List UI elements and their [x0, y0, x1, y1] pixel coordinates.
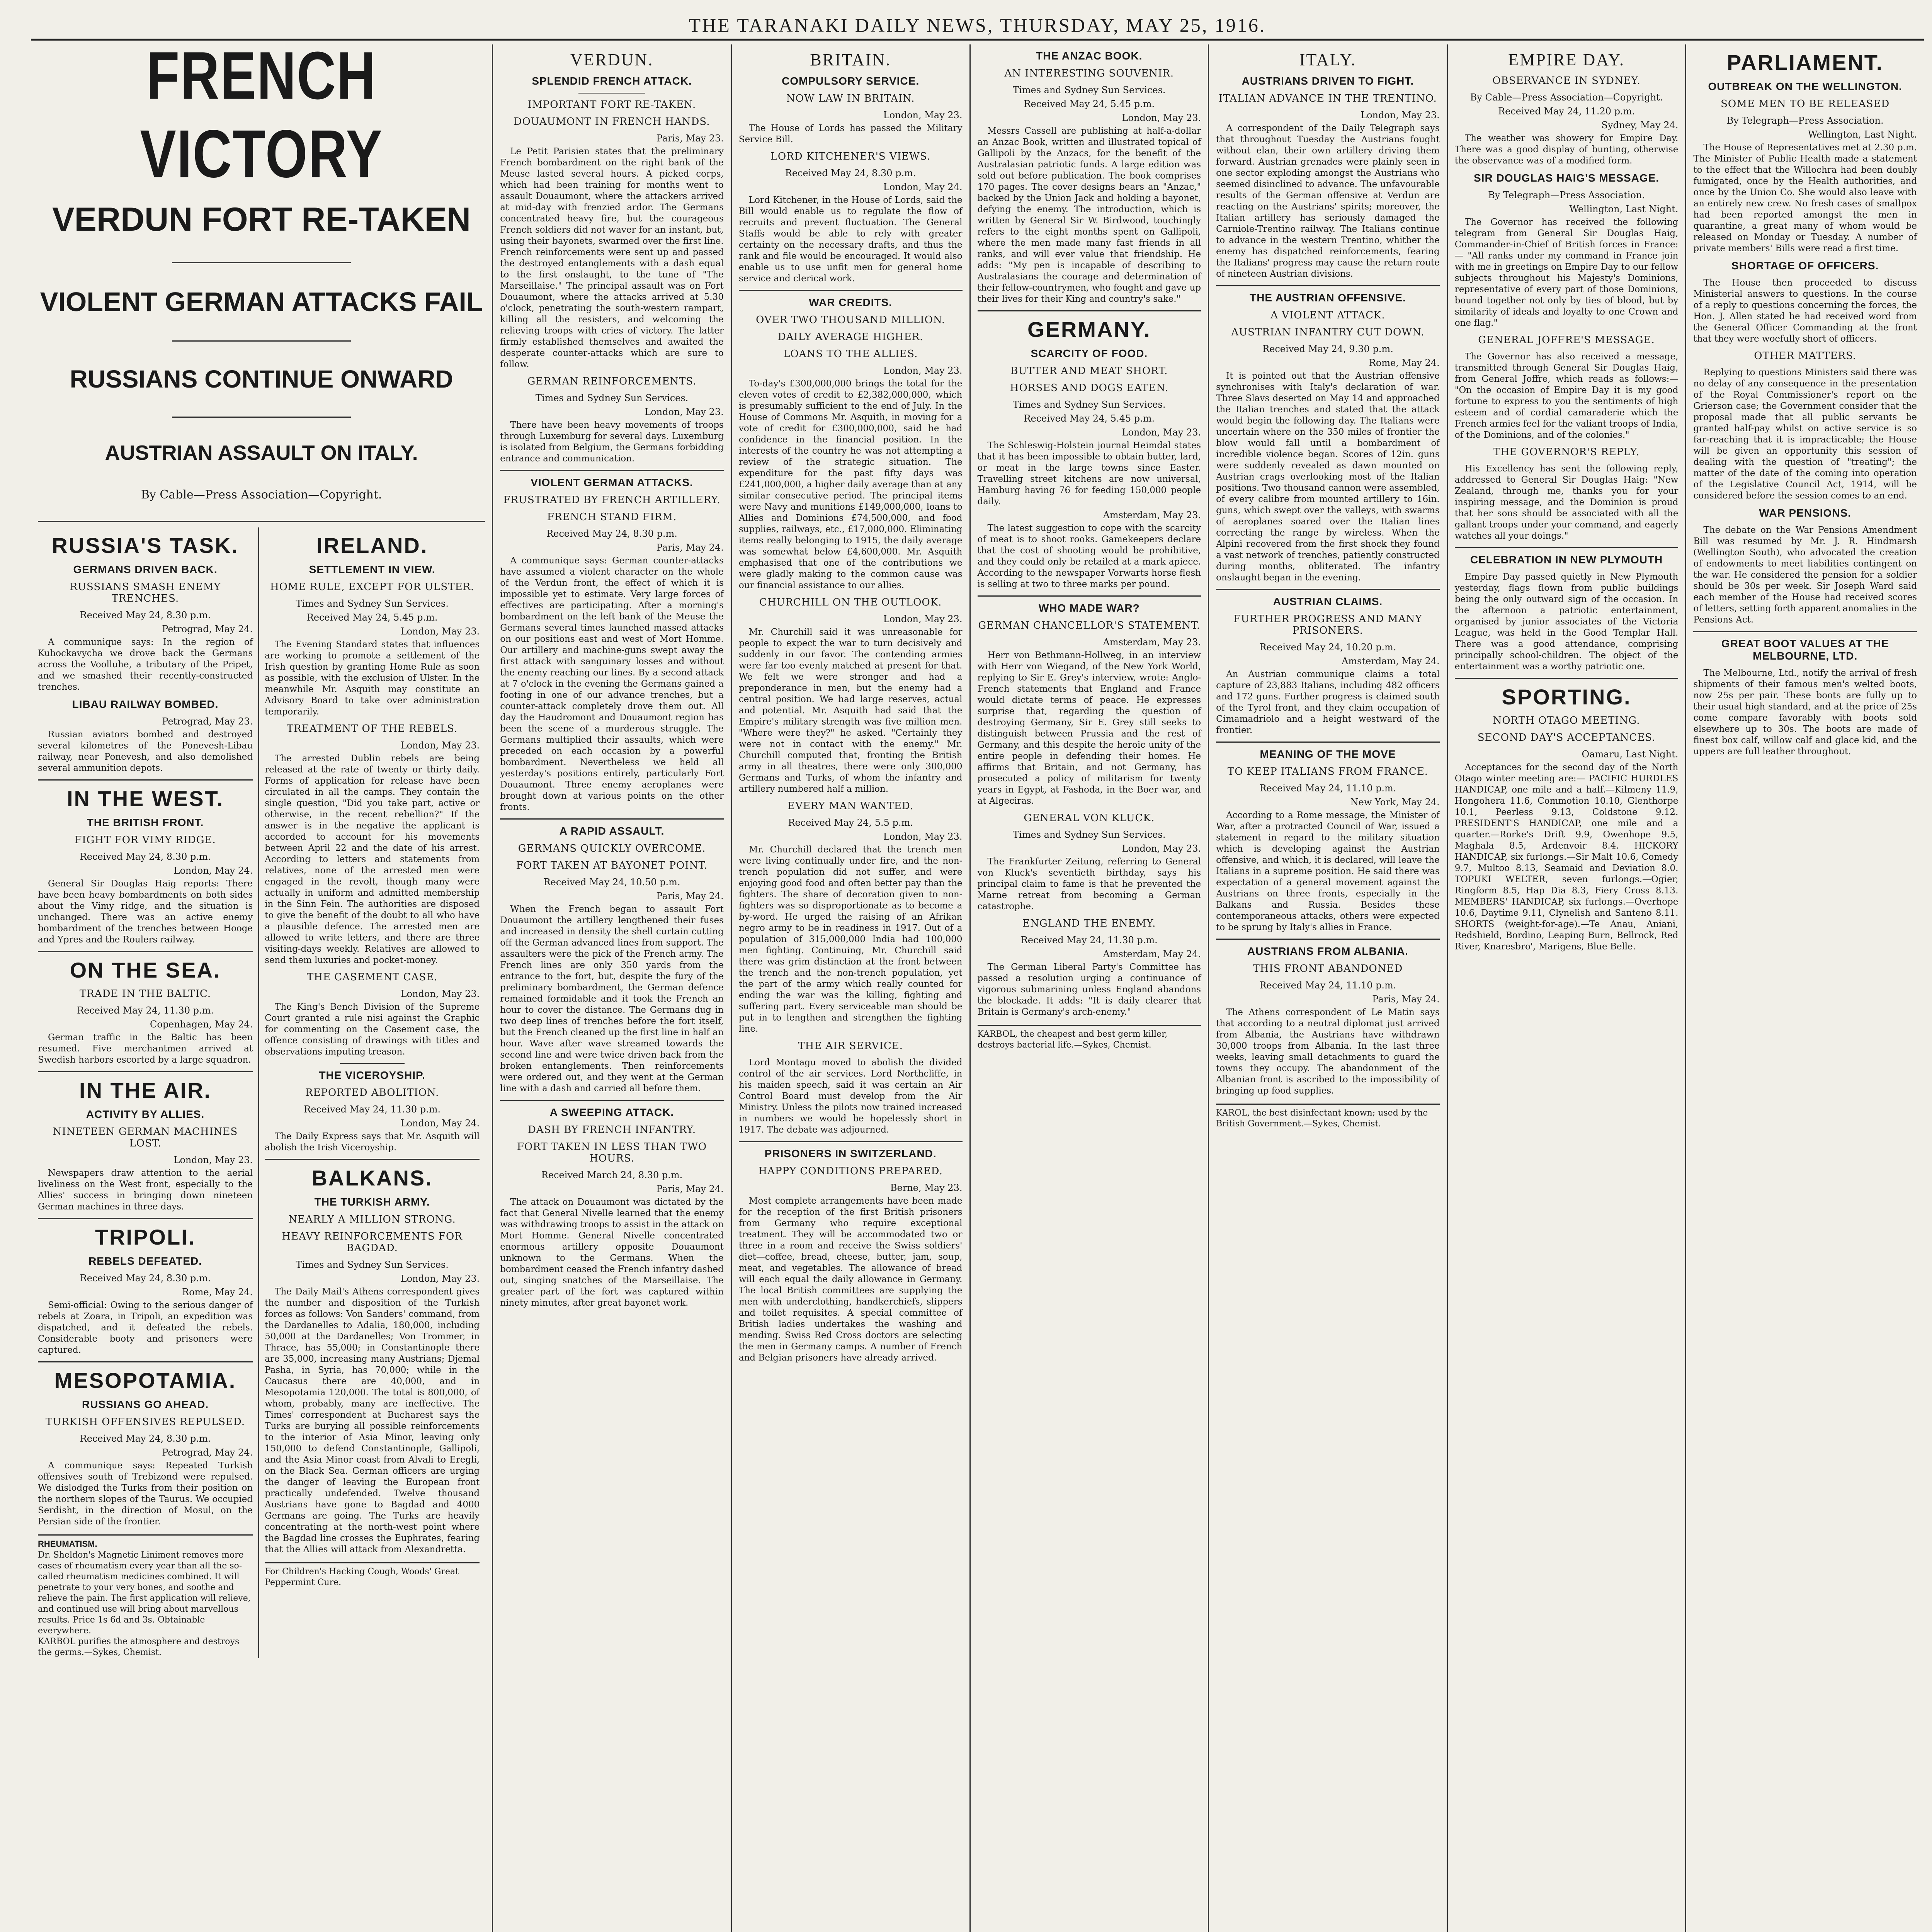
divider: [1216, 589, 1440, 590]
article-body: The Frankfurter Zeitung, referring to General von Kluck's seventieth birthday, says his principal claim to fame is that he prevented the Marne retreat from becoming a German catastrophe.: [977, 857, 1201, 912]
viceroy-sub: REPORTED ABOLITION.: [305, 1087, 439, 1099]
parliament-head: PARLIAMENT.: [1727, 50, 1884, 75]
airservice-head: THE AIR SERVICE.: [798, 1040, 903, 1052]
sweep-head: A SWEEPING ATTACK.: [549, 1106, 674, 1118]
dateline: Amsterdam, May 23.: [1103, 637, 1201, 648]
divider: [1455, 547, 1679, 548]
dateline: London, May 24.: [883, 182, 963, 192]
article-body: A communique says: German counter-attacks have assumed a violent character on the whole of the Verdun front, the effect of which it is impossible yet to estimate. Very large forces of effectives are participating. After a morning's bombardment on the left bank of the Meuse the Germans several times launched massed attacks on our positions east and west of Mort Homme. Our artillery and machine-guns swept away the first attack with sanguinary losses and without the enemy reaching our lines. By a second attack at 7 o'clock in the evening the Germans gained a footing in one of our advance trenches, but a counter-attack completely drove them out. All day the Haudromont and Douaumont region has been the scene of a murderous struggle. The Germans multiplied their assaults, which were preceded on each occasion by a powerful bombardment. Nevertheless we held all yesterday's positions entirely, particularly Fort Douaumont. Three enemy aeroplanes were brought down at various points on the other fronts.: [500, 556, 724, 812]
article-body: Russian aviators bombed and destroyed several kilometres of the Ponevesh-Libau railway, near Ponevesh, and also demolished several ammunition depots.: [38, 730, 253, 773]
received-line: Received May 24, 8.30 p.m.: [80, 1273, 211, 1284]
empire-head: EMPIRE DAY.: [1508, 50, 1625, 69]
italy-sub: AUSTRIANS DRIVEN TO FIGHT.: [1242, 75, 1414, 87]
article-body: The House then proceeded to discuss Ministerial answers to questions. In the course of a reply to questions concerning the forces, the Hon. J. Allen stated he had received word from the General Officer Commanding at the front that they were woefully short of officers.: [1693, 278, 1917, 344]
parliament-sub: OUTBREAK ON THE WELLINGTON.: [1708, 80, 1902, 92]
article-body: The latest suggestion to cope with the scarcity of meat is to shoot rooks. Gamekeepers declare that the cost of shooting would be prohibitive, and they could only be retailed at a mark apiece. According to the newspaper Vorwarts horse flesh is selling at two to three marks per pound.: [977, 523, 1201, 589]
article-body: A communique says: Repeated Turkish offensives south of Trebizond were repulsed. We dislodged the Turks from their position on the northern slopes of the Taurus. We occupied Serdisht, in the direction of Mosul, on the Persian side of the frontier.: [38, 1461, 253, 1527]
russia-sub3: LIBAU RAILWAY BOMBED.: [72, 698, 219, 710]
dateline: London, May 23.: [645, 406, 724, 417]
empire-column: [1447, 44, 1685, 1932]
article-body: It is pointed out that the Austrian offensive synchronises with Italy's declaration of war. Three Slavs deserted on May 14 and approached the Italian trenches and stated that the attack would begin the following day. The Italians were uncertain where on the 350 miles of frontier the blow would fall until a bombardment of incredible violence began. Scores of 12in. guns were suddenly revealed as dawn mounted on Austrian crags overlooking most of the Italian positions. Two thousand cannon were assembled, of every calibre from mounted artillery to 16in. guns, which swept over the valleys, with swarms of aeroplanes soared over the Italian lines correcting the range by wireless. When the Alpini recovered from the first shock they found a vast network of trenches, patiently constructed during months, obliterated. The infantry onslaught began in the evening.: [1216, 371, 1440, 583]
byline: By Telegraph—Press Association.: [1726, 115, 1884, 126]
received-line: Received May 24, 11.30 p.m.: [77, 1005, 214, 1016]
west-sub: THE BRITISH FRONT.: [87, 816, 204, 828]
article-body: Lord Montagu moved to abolish the divided control of the air services. Lord Northcliffe, in his maiden speech, said it was certain an Air Control Board must develop from the Air Ministry. Unless the pilots now trained increased in numbers we would be hopelessly short in 1917. The debate was adjourned.: [738, 1058, 963, 1135]
masthead: THE TARANAKI DAILY NEWS, THURSDAY, MAY 25, 1916.: [31, 12, 1924, 41]
service-line: Times and Sydney Sun Services.: [1013, 399, 1166, 410]
air-head: IN THE AIR.: [79, 1078, 212, 1102]
received-line: Received May 24, 9.30 p.m.: [1262, 344, 1393, 354]
dateline: London, May 23.: [883, 614, 963, 624]
service-line: Times and Sydney Sun Services.: [1013, 829, 1166, 840]
dateline: Rome, May 24.: [1369, 357, 1440, 368]
received-line: Received May 24, 5.45 p.m.: [1024, 413, 1155, 424]
received-line: Received May 24, 8.30 p.m.: [80, 610, 211, 621]
dateline: London, May 23.: [883, 110, 963, 121]
article-body: The Daily Express says that Mr. Asquith will abolish the Irish Viceroyship.: [265, 1131, 480, 1153]
verdun-column: [492, 44, 731, 1932]
dateline: London, May 24.: [173, 865, 253, 876]
dateline: London, May 23.: [1122, 112, 1201, 123]
divider: [38, 1218, 253, 1219]
article-body: The attack on Douaumont was dictated by the fact that General Nivelle learned that the enemy was withdrawing troops to assist in the attack on Mort Homme. General Nivelle concentrated enormous artillery opposite Douaumont unknown to the Germans. When the bombardment ceased the French infantry dashed out, singing snatches of the Marseillaise. The greater part of the fort was captured within ninety minutes, after great bayonet work.: [500, 1197, 724, 1308]
ireland-sub: SETTLEMENT IN VIEW.: [309, 563, 435, 575]
west-sub2: FIGHT FOR VIMY RIDGE.: [75, 834, 216, 846]
germany-head: GERMANY.: [1027, 317, 1151, 342]
credits-sub2: DAILY AVERAGE HIGHER.: [777, 331, 923, 343]
subcolumn-right: [258, 527, 485, 1658]
germany-sub2: BUTTER AND MEAT SHORT.: [1010, 365, 1168, 377]
received-line: Received May 24, 11.20 p.m.: [1498, 106, 1635, 117]
divider: [1455, 678, 1679, 679]
divider: [172, 262, 351, 263]
enemy-head: ENGLAND THE ENEMY.: [1022, 918, 1156, 929]
vga-sub2: FRENCH STAND FIRM.: [547, 511, 677, 523]
dateline: London, May 23.: [400, 1273, 480, 1284]
front-column: [31, 44, 492, 1932]
article-body: Mr. Churchill said it was unreasonable for people to expect the war to turn decisively and suddenly in our favor. The contending armies were far too evenly matched at present for that. We felt we were stronger and had a preponderance in men, but the enemy had a central position. We had large reserves, actual and potential. Mr. Asquith had said that the Empire's military strength was five million men. "Where were they?" he asked. "Certainly they were not in contact with the enemy." Mr. Churchill computed that, fronting the British army in all theatres, there were only 300,000 Germans and Turks, of whom the infantry and artillery numbered half a million.: [738, 627, 963, 794]
parliament-sub3: SHORTAGE OF OFFICERS.: [1731, 260, 1879, 272]
dateline: London, May 23.: [883, 365, 963, 376]
advertisement-woods: For Children's Hacking Cough, Woods' Great Peppermint Cure.: [265, 1562, 480, 1588]
article-body: When the French began to assault Fort Douaumont the artillery lengthened their fuses and increased in density the shell curtain cutting off the German advanced lines from support. The assaulters were the pick of the French army. The French lines are only 350 yards from the entrance to the fort, but, despite the fury of the preliminary bombardment, the German defence remained formidable and it took the French an hour to cover the distance. The Germans dug in two deep lines of trenches before the fort itself, but the French cleaned up the first line in half an hour. Wave after wave streamed towards the second line and were twice driven back from the broken entanglements. Then reinforcements were ordered out, and they went at the German line with a dash and carried all before them.: [500, 904, 724, 1094]
divider: [38, 951, 253, 952]
empire-sub3: GENERAL JOFFRE'S MESSAGE.: [1478, 334, 1655, 346]
received-line: Received May 24, 5.45 p.m.: [1024, 99, 1155, 109]
italy-column: [1208, 44, 1447, 1932]
main-headline: FRENCH VICTORY: [140, 44, 383, 192]
article-body: A communique says: In the region of Kuhockavycha we drove back the Germans across the Voolluhe, a tributary of the Pripet, and we smashed their recently-constructed trenches.: [38, 637, 253, 692]
article-body: The Evening Standard states that influences are working to promote a settlement of the Irish question by granting Home Rule as soon as possible, with the exclusion of Ulster. In the meanwhile Mr. Asquith may constitute an Advisory Board to take over administration temporarily.: [265, 639, 480, 717]
dateline: Copenhagen, May 24.: [150, 1019, 253, 1030]
aoff-head: THE AUSTRIAN OFFENSIVE.: [1250, 292, 1406, 304]
received-line: Received May 24, 10.20 p.m.: [1259, 642, 1396, 653]
divider: [978, 595, 1201, 597]
parliament-column: [1685, 44, 1924, 1932]
article-body: General Sir Douglas Haig reports: There have been heavy bombardments on both sides about the Vimy ridge, and the situation is unchanged. There was an active enemy bombardment of the trenches between Hooge and Ypres and the Roulers railway.: [38, 879, 253, 945]
dateline: London, May 23.: [400, 740, 480, 751]
dateline: Petrograd, May 24.: [162, 624, 253, 634]
deck-austrian: AUSTRIAN ASSAULT ON ITALY.: [105, 441, 418, 464]
germany-sub3: HORSES AND DOGS EATEN.: [1010, 382, 1168, 394]
byline: By Telegraph—Press Association.: [1488, 190, 1645, 201]
ad-text: KARBOL purifies the atmosphere and destroys the germs.—Sykes, Chemist.: [38, 1637, 240, 1657]
deck-russians: RUSSIANS CONTINUE ONWARD: [70, 365, 453, 393]
article-body: The House of Representatives met at 2.30 p.m. The Minister of Public Health made a statement to the effect that the Willochra had been doubly fumigated, once by the Health authorities, and once by the Union Co. She would also leave with an entirely new crew. No fresh cases of smallpox had been reported amongst the men in quarantine, a great many of whom would be released on Monday or Tuesday. A number of private members' Bills were read a first time.: [1693, 143, 1917, 253]
britain-sub2: NOW LAW IN BRITAIN.: [786, 93, 915, 104]
article-body: The Governor has received the following telegram from General Sir Douglas Haig, Commander-in-Chief of British forces in France:— "All ranks under my command in France join with me in greetings on Empire Day to our fellow subjects throughout his Majesty's Dominions, representative of every part of those Dominions, bound together not only by ties of blood, but by similarity of ideals and loyalty to one Crown and one flag.": [1454, 217, 1679, 328]
dateline: New York, May 24.: [1350, 797, 1440, 808]
received-line: Received May 24, 8.30 p.m.: [546, 528, 677, 539]
dateline: Petrograd, May 24.: [162, 1447, 253, 1458]
divider: [578, 93, 646, 94]
article-body: An Austrian communique claims a total capture of 23,883 Italians, including 482 officers and 172 guns. Further progress is claimed south of the Tyrol front, and they claim occupation of Cimamadriolo and a height westward of the frontier.: [1216, 669, 1440, 735]
columns: [31, 44, 1924, 1932]
meaning-head: MEANING OF THE MOVE: [1260, 748, 1396, 760]
advertisement-rheumatism: [38, 1534, 253, 1658]
article-body: The weather was showery for Empire Day. There was a good display of bunting, otherwise the observance was of a modified form.: [1454, 133, 1679, 166]
italy-sub2: ITALIAN ADVANCE IN THE TRENTINO.: [1219, 93, 1437, 104]
sea-sub: TRADE IN THE BALTIC.: [79, 988, 211, 1000]
front-subcolumns: [38, 527, 485, 1658]
received-line: Received May 24, 5.5 p.m.: [788, 817, 913, 828]
divider: [739, 1141, 963, 1142]
vga-head: VIOLENT GERMAN ATTACKS.: [531, 476, 693, 488]
article-body: The German Liberal Party's Committee has passed a resolution urging a continuance of vigorous submarining unless England abandons the blockade. It adds: "It is daily clearer that Britain is Germany's arch-enemy.": [977, 962, 1201, 1017]
verdun-sub4: GERMAN REINFORCEMENTS.: [527, 376, 697, 387]
credits-sub: OVER TWO THOUSAND MILLION.: [756, 314, 946, 326]
article-body: The House of Lords has passed the Military Service Bill.: [738, 123, 963, 145]
britain-head: BRITAIN.: [810, 50, 891, 69]
article-body: The Athens correspondent of Le Matin says that according to a neutral diplomat just arrived from Albania, the Austrians have withdrawn 30,000 troops from Albania. In the last three weeks, leaving small detachments to guard the towns they occupy. The abandonment of the Albanian front is ascribed to the impossibility of bringing up food supplies.: [1216, 1007, 1440, 1096]
albania-sub: THIS FRONT ABANDONED: [1253, 963, 1403, 975]
service-line: Times and Sydney Sun Services.: [1013, 85, 1166, 95]
divider: [38, 1071, 253, 1072]
verdun-sub3: DOUAUMONT IN FRENCH HANDS.: [514, 116, 710, 128]
whomade-head: WHO MADE WAR?: [1038, 602, 1140, 614]
article-body: Empire Day passed quietly in New Plymouth yesterday, flags flown from public buildings being the only outward sign of the occasion. In the afternoon a patriotic entertainment, organised by junior associates of the Victoria League, was held in the Good Templar Hall. There was a good attendance, comprising principally school-children. The object of the entertainment was a worthy patriotic one.: [1454, 572, 1679, 672]
dateline: London, May 23.: [173, 1155, 253, 1165]
article-body: Lord Kitchener, in the House of Lords, said the Bill would enable us to regulate the flow of recruits and prevent fluctuation. The General Staffs would be able to rely with greater certainty on the necessary drafts, and thus the rank and file would be encouraged. It would also enable us to use unfit men for general home service and clerical work.: [738, 195, 963, 284]
balkans-sub: THE TURKISH ARMY.: [314, 1196, 430, 1208]
credits-sub3: LOANS TO THE ALLIES.: [783, 348, 918, 360]
received-line: Received May 24, 8.30 p.m.: [80, 1433, 211, 1444]
divider: [1693, 631, 1917, 632]
germany-sub: SCARCITY OF FOOD.: [1031, 347, 1148, 359]
sweep-sub2: FORT TAKEN IN LESS THAN TWO HOURS.: [517, 1141, 707, 1164]
received-line: Received May 24, 11.10 p.m.: [1259, 980, 1396, 991]
dateline: Amsterdam, May 24.: [1103, 949, 1201, 959]
received-line: Received May 24, 5.45 p.m.: [306, 612, 438, 623]
divider: [500, 1100, 724, 1101]
plymouth-head: CELEBRATION IN NEW PLYMOUTH: [1470, 554, 1663, 566]
anzac-sub: AN INTERESTING SOUVENIR.: [1004, 68, 1174, 79]
britain-column: [731, 44, 969, 1932]
viceroy-head: THE VICEROYSHIP.: [319, 1069, 425, 1081]
received-line: Received May 24, 8.30 p.m.: [785, 168, 916, 179]
meso-head: MESOPOTAMIA.: [54, 1368, 236, 1393]
parliament-sub2: SOME MEN TO BE RELEASED: [1721, 98, 1890, 110]
dateline: London, May 23.: [883, 831, 963, 842]
balkans-head: BALKANS.: [311, 1166, 433, 1190]
meso-sub2: TURKISH OFFENSIVES REPULSED.: [46, 1416, 245, 1428]
service-line: Times and Sydney Sun Services.: [535, 393, 689, 403]
verdun-head: VERDUN.: [570, 50, 654, 69]
dateline: Sydney, May 24.: [1601, 120, 1679, 131]
dateline: Wellington, Last Night.: [1808, 129, 1917, 140]
britain-sub3: LORD KITCHENER'S VIEWS.: [770, 151, 930, 162]
article-body: The Schleswig-Holstein journal Heimdal states that it has been impossible to obtain butter, lard, or meat in the large towns since Easter. Travelling street kitchens are now universal, Hamburg having 76 for feeding 150,000 people daily.: [977, 440, 1201, 507]
received-line: Received March 24, 8.30 p.m.: [541, 1170, 683, 1180]
ireland-sub4: THE CASEMENT CASE.: [306, 971, 438, 983]
received-line: Received May 24, 11.10 p.m.: [1259, 783, 1396, 794]
article-body: The King's Bench Division of the Supreme Court granted a rule nisi against the Graphic for commenting on the Casement case, the offence consisting of drawings with titles and observations imputing treason.: [265, 1002, 480, 1057]
divider: [739, 290, 963, 291]
dateline: Paris, May 24.: [656, 891, 724, 901]
aclaims-head: AUSTRIAN CLAIMS.: [1273, 595, 1383, 607]
sporting-sub2: SECOND DAY'S ACCEPTANCES.: [1477, 732, 1656, 743]
meso-sub: RUSSIANS GO AHEAD.: [82, 1398, 209, 1410]
divider: [38, 779, 253, 781]
credits-head: WAR CREDITS.: [809, 296, 893, 308]
divider: [38, 521, 485, 522]
albania-head: AUSTRIANS FROM ALBANIA.: [1247, 945, 1408, 957]
byline: By Cable—Press Association—Copyright.: [1470, 92, 1663, 103]
received-line: Received May 24, 11.30 p.m.: [304, 1104, 441, 1115]
air-sub2: NINETEEN GERMAN MACHINES LOST.: [53, 1126, 238, 1149]
sporting-sub: NORTH OTAGO MEETING.: [1493, 715, 1640, 726]
prisoners-sub: HAPPY CONDITIONS PREPARED.: [758, 1165, 943, 1177]
dateline: Petrograd, May 23.: [162, 716, 253, 727]
dateline: Berne, May 23.: [890, 1182, 963, 1193]
article-body: Messrs Cassell are publishing at half-a-dollar an Anzac Book, written and illustrated topical of Gallipoli by the Anzacs, for the benefit of the Australasian patriotic funds. A large edition was sold out before publication. The book comprises 170 pages. The cover designs bears an "Anzac," backed by the Union Jack and holding a bayonet, defying the enemy. The introduction, which is written by General Sir W. Birdwood, touchingly refers to the eight months spent on Gallipoli, where the men made many fast friends in all ranks, and will ever value that friendship. He adds: "My pen is incapable of describing to Australasians the courage and determination of their fellow-countrymen, who fought and gave up their lives for their King and country's sake.": [977, 126, 1201, 304]
dateline: London, May 23.: [1361, 110, 1440, 121]
ireland-sub3: TREATMENT OF THE REBELS.: [286, 723, 458, 735]
vga-sub: FRUSTRATED BY FRENCH ARTILLERY.: [503, 494, 721, 506]
balkans-sub2: NEARLY A MILLION STRONG.: [288, 1214, 456, 1225]
advertisement-karbol: KARBOL, the cheapest and best germ killer, destroys bacterial life.—Sykes, Chemist.: [978, 1025, 1201, 1051]
article-body: The debate on the War Pensions Amendment Bill was resumed by Mr. J. R. Hindmarsh (Wellington South), who advocated the creation of endowments to meet liabilities contingent on the war. He considered the pension for a soldier should be 30s per week. Sir Joseph Ward said each member of the House had received scores of letters, setting forth apparent anomalies in the Pensions Act.: [1693, 525, 1917, 625]
divider: [1216, 939, 1440, 940]
divider: [500, 818, 724, 820]
article-body: Semi-official: Owing to the serious danger of rebels at Zoara, in Tripoli, an expedition was dispatched, and it defeated the rebels. Considerable booty and prisoners were captured.: [38, 1300, 253, 1355]
article-body: Le Petit Parisien states that the preliminary French bombardment on the right bank of the Meuse lasted several hours. A picked corps, which had been training for months went to assault Douaumont, where the attackers arrived at mid-day with frenzied ardor. The Germans concentrated heavy fire, but the courageous French soldiers did not waver for an instant, but, using their bayonets, swarmed over the first line. French reinforcements were sent up and passed the destroyed entanglements with a dash equal to the first onslaught, to the tune of "The Marseillaise." The principal assault was on Fort Douaumont, where the attacks arrived at 5.30 o'clock, penetrating the south-western rampart, killing all the resisters, and welcoming the relieving troops with cries of victory. The latter firmly established themselves and awaited the desperate counter-attacks which are sure to follow.: [500, 146, 724, 369]
article-body: Replying to questions Ministers said there was no delay of any consequence in the presentation of the Royal Commissioner's report on the Grierson case; the Government consider that the proposal made that all public servants be granted half-pay whilst on active service is so far-reaching that it is impracticable; the House will be given an opportunity this session of dealing with the question of "treating"; the matter of the date of the coming into operation of the Legislative Council Act, 1914, will be considered before the session comes to an end.: [1693, 367, 1917, 501]
parliament-sub5: WAR PENSIONS.: [1759, 507, 1851, 519]
article-body: Mr. Churchill declared that the trench men were living continually under fire, and the non-trench population did not suffer, and were enjoying good food and often better pay than the fighters. The share of decoration given to non-fighters was so disproportionate as to become a by-word. He urged the raising of an Afrikan negro army to be in readiness in 1917. Out of a population of 315,000,000 India had 100,000 men fighting. Continuing, Mr. Churchill said there was grim distinction at the front between the trench and the non-trench population, yet the part of the army which really counted for ending the war was the killing, fighting and suffering part. Every serviceable man should be put in to lengthen and strengthen the fighting line.: [738, 845, 963, 1034]
article-body: The Governor has also received a message, transmitted through General Sir Douglas Haig, from General Joffre, which reads as follows:— "On the occasion of Empire Day it is my good fortune to express to you the sentiments of high esteem and of cordial camaraderie which the French armies feel for the valiant troops of India, of the Dominions, and of the colonies.": [1454, 352, 1679, 440]
anzac-head: THE ANZAC BOOK.: [1036, 50, 1143, 62]
dateline: Paris, May 23.: [656, 133, 724, 144]
article-body: According to a Rome message, the Minister of War, after a protracted Council of War, issued a statement in regard to the military situation which is developing against the Austrian offensive, and which, it is declared, will leave the Italians in a supreme position. He said there was expectation of a general movement against the Austrians on three fronts, especially in the Balkans and Russia. Besides these contemporaneous attacks, others were expected to be sprung by Italy's allies in France.: [1216, 810, 1440, 932]
divider: [1216, 742, 1440, 743]
article-body: There have been heavy movements of troops through Luxemburg for several days. Luxemburg is isolated from Belgium, the Germans forbidding entrance and communication.: [500, 420, 724, 464]
received-line: Received May 24, 10.50 p.m.: [543, 877, 680, 888]
article-body: A correspondent of the Daily Telegraph says that throughout Tuesday the Austrians fought without elan, their own artillery driving them forward. Austrian grenades were plainly seen in one sector exploding amongst the Austrians who seemed disinclined to advance. The unfavourable results of the German offensive at Verdun are reacting on the Austrians' spirits; moreover, the Italian artillery has seriously damaged the Carniole-Trentino railway. The Italians continue to advance in the western Trentino, whither the enemy has dispatched reinforcements, fearing the Italians' progress may cause the return route of nineteen Austrian divisions.: [1216, 123, 1440, 279]
service-line: Times and Sydney Sun Services.: [296, 598, 449, 609]
aoff-sub2: AUSTRIAN INFANTRY CUT DOWN.: [1231, 327, 1425, 338]
subcolumn-left: [38, 527, 258, 1658]
empire-sub: OBSERVANCE IN SYDNEY.: [1492, 75, 1641, 87]
rapid-sub: GERMANS QUICKLY OVERCOME.: [518, 843, 706, 854]
prisoners-head: PRISONERS IN SWITZERLAND.: [764, 1148, 937, 1160]
divider: [978, 310, 1201, 311]
divider: [172, 417, 351, 418]
article-body: Newspapers draw attention to the aerial liveliness on the West front, especially to the Allies' success in bringing down nineteen German machines in three days.: [38, 1168, 253, 1212]
whomade-sub: GERMAN CHANCELLOR'S STATEMENT.: [978, 620, 1201, 631]
dateline: Paris, May 24.: [656, 542, 724, 553]
article-body: Most complete arrangements have been made for the reception of the first British prisoners from Germany who require exceptional treatment. They will be accommodated two or three in a room and receive the Swiss soldiers' diet—coffee, bread, cheese, butter, jam, soup, meat, and vegetables. The allowance of bread will each equal the daily allowance in Germany. The local British committees are supplying the men with underclothing, handkerchiefs, slippers and toilet requisites. A special committee of British ladies undertakes the washing and mending. Swiss Red Cross doctors are selecting the men in Germany camps. A number of French and Belgian prisoners have already arrived.: [738, 1196, 963, 1363]
aclaims-sub: FURTHER PROGRESS AND MANY PRISONERS.: [1233, 613, 1422, 636]
meaning-sub: TO KEEP ITALIANS FROM FRANCE.: [1227, 766, 1429, 777]
divider: [1216, 285, 1440, 286]
balkans-sub3: HEAVY REINFORCEMENTS FOR BAGDAD.: [282, 1231, 463, 1254]
tripoli-sub: REBELS DEFEATED.: [88, 1255, 202, 1267]
sea-head: ON THE SEA.: [70, 958, 221, 982]
russia-sub2: RUSSIANS SMASH ENEMY TRENCHES.: [70, 581, 221, 604]
ireland-sub2: HOME RULE, EXCEPT FOR ULSTER.: [270, 581, 474, 593]
received-line: Received May 24, 11.30 p.m.: [1020, 935, 1158, 946]
dateline: London, May 23.: [400, 626, 480, 637]
dateline: Paris, May 24.: [1372, 994, 1440, 1005]
russia-sub: GERMANS DRIVEN BACK.: [73, 563, 218, 575]
dateline: Paris, May 24.: [656, 1184, 724, 1194]
article-body: To-day's £300,000,000 brings the total for the eleven votes of credit to £2,382,000,000, which is presumably sufficient to the end of July. In the House of Commons Mr. Asquith, in moving for a vote of credit for £300,000,000, said he had confidence in the financial position. In the interests of the country he was not attempting a review of the strategic situation. The expenditure for the past fifty days was £241,000,000, a higher daily average than at any similar consecutive period. The principal items were Navy and munitions £149,000,000, loans to Allies and Dominions £74,500,000, and food supplies, railways, etc., £17,000,000. Eliminating items really belonging to 1915, the daily average was somewhat below £4,600,000. Mr. Asquith emphasised that one of the contributions we were gladly making to the common cause was our financial assistance to our allies.: [738, 379, 963, 590]
dateline: London, May 24.: [400, 1118, 480, 1129]
kluck-head: GENERAL VON KLUCK.: [1024, 812, 1155, 824]
article-body: Acceptances for the second day of the North Otago winter meeting are:— PACIFIC HURDLES HANDICAP, one mile and a half.—Kilmeny 11.9, Hongohera 11.6, Commotion 10.10, Glenthorpe 10.1, Peerless 9.13, Coldstone 9.12. PRESIDENT'S HANDICAP, one mile and a quarter.—Rorke's Drift 9.9, Owenhope 9.5, Maghala 8.5, Ardenvoir 8.4. HICKORY HANDICAP, six furlongs.—Sir Malt 10.6, Comedy 9.7, Multoo 8.13, Seamaid and Deviation 8.0. TOPUKI WELTER, seven furlongs.—Ogier, Ringform 8.5, Hap Dia 8.3, Fiery Cross 8.13. MEMBERS' HANDICAP, six furlongs.—Overhope 10.6, Daytime 9.11, Clynelish and Santeno 8.11. SHORTS (weight-for-age).—Te Anau, Aniani, Redshield, Bordino, Leaping Burn, Bellrock, Red River, Knaresbro', Marigens, Blue Belle.: [1454, 762, 1679, 952]
received-line: Received May 24, 8.30 p.m.: [80, 851, 211, 862]
empire-sub2: SIR DOUGLAS HAIG'S MESSAGE.: [1473, 172, 1660, 184]
tripoli-head: TRIPOLI.: [95, 1225, 196, 1249]
parliament-sub4: OTHER MATTERS.: [1754, 350, 1857, 362]
divider: [500, 470, 724, 471]
west-head: IN THE WEST.: [66, 786, 224, 811]
dateline: London, May 23.: [1122, 427, 1201, 438]
britain-sub: COMPULSORY SERVICE.: [782, 75, 920, 87]
dateline: London, May 23.: [1122, 843, 1201, 854]
churchill-head: CHURCHILL ON THE OUTLOOK.: [759, 597, 942, 608]
deck-german-attacks: VIOLENT GERMAN ATTACKS FAIL: [40, 287, 483, 317]
ad-text: Dr. Sheldon's Magnetic Liniment removes more cases of rheumatism every year than all the so-called rheumatism medicines combined. It will penetrate to your very bones, and soothe and relieve the pain. The first application will relieve, and continued use will bring about marvellous results. Price 1s 6d and 3s. Obtainable everywhere.: [38, 1550, 251, 1636]
dateline: Oamaru, Last Night.: [1582, 749, 1679, 760]
italy-head: ITALY.: [1299, 50, 1357, 69]
verdun-sub2: IMPORTANT FORT RE-TAKEN.: [527, 99, 696, 111]
boot-ad-head: GREAT BOOT VALUES AT THE MELBOURNE, LTD.: [1721, 638, 1889, 662]
divider: [172, 340, 351, 342]
divider: [38, 1361, 253, 1362]
article-body: The arrested Dublin rebels are being released at the rate of twenty or thirty daily. Forms of application for release have been circulated in all the camps. They contain the single question, "Did you take part, active or otherwise, in the recent rebellion?" If the answer is in the negative the applicant is accorded to account for his movements between April 22 and the date of his arrest. According to letters and statements from relatives, none of the arrested men were engaged in the revolt, though many were actually in uniform and admitted membership in the Sinn Fein. The authorities are disposed to give the benefit of the doubt to all who have a plausible defence. The arrested men are allowed to write letters, and there are three visiting-days weekly. Relatives are allowed to send them luxuries and pocket-money.: [265, 753, 480, 965]
dateline: London, May 23.: [400, 988, 480, 999]
divider: [265, 1159, 480, 1160]
germany-column: [969, 44, 1208, 1932]
advertisement-karbol-2: KAROL, the best disinfectant known; used by the British Government.—Sykes, Chemist.: [1216, 1104, 1440, 1129]
ad-title: RHEUMATISM.: [38, 1539, 97, 1549]
dateline: Rome, May 24.: [182, 1287, 253, 1298]
deck-verdun: VERDUN FORT RE-TAKEN: [52, 201, 471, 238]
aoff-sub: A VIOLENT ATTACK.: [1270, 310, 1385, 321]
dateline: Amsterdam, May 23.: [1103, 510, 1201, 520]
verdun-sub: SPLENDID FRENCH ATTACK.: [532, 75, 692, 87]
empire-sub4: THE GOVERNOR'S REPLY.: [1493, 446, 1639, 458]
wanted-head: EVERY MAN WANTED.: [787, 800, 914, 812]
article-body: The Melbourne, Ltd., notify the arrival of fresh shipments of their famous men's welted boots, now 25s per pair. These boots are fully up to their usual high standard, and at the price of 25s come compare favorably with boots sold elsewhere up to 30s. The boots are made of finest box calf, willow calf and glace kid, and the uppers are full leather throughout.: [1693, 668, 1917, 757]
rapid-sub2: FORT TAKEN AT BAYONET POINT.: [516, 860, 708, 871]
russia-head: RUSSIA'S TASK.: [52, 533, 239, 558]
article-body: Herr von Bethmann-Hollweg, in an interview with Herr von Wiegand, of the New York World, replying to Sir E. Grey's interview, wrote: Anglo-French statements that England and France would dictate terms of peace. He expresses surprise that, regarding the question of destroying Germany, Sir E. Grey still seeks to distinguish between Prussia and the rest of Germany, and this despite the heroic unity of the entire people in defending their homes. He affirms that Britain, and not Germany, has prosecuted a policy of militarism for twenty years in Egypt, at Fashoda, in the Boer war, and at Algeciras.: [977, 650, 1201, 806]
sporting-head: SPORTING.: [1502, 685, 1631, 709]
divider: [340, 1063, 405, 1064]
byline: By Cable—Press Association—Copyright.: [141, 488, 382, 502]
dateline: Wellington, Last Night.: [1569, 204, 1679, 214]
article-body: The Daily Mail's Athens correspondent gives the number and disposition of the Turkish forces as follows: Von Sanders' command, from the Dardanelles to Adalia, 180,000, including 50,000 at the Dardanelles; Von Trommer, in Thrace, has 55,000; in Constantinople there are 35,000, increasing many Austrians; Djemal Pasha, in Syria, has 70,000; while in the Caucasus there are 40,000, and in Mesopotamia 120,000. The total is 800,000, of whom, probably, many are ineffective. The Times' correspondent at Bucharest says the Turks are burying all possible reinforcements to the interior of Asia Minor, leaving only 150,000 to defend Constantinople, Gallipoli, and the Asia Minor coast from Alvali to Eregli, on the Black Sea. German officers are urging the danger of leaving the European front practically undefended. Twelve thousand Austrians have gone to Bagdad and 4000 Germans are going. The Turks are heavily concentrating at the north-west point where the Bagdad line crosses the Euphrates, fearing that the Allies will attack from Alexandretta.: [265, 1287, 480, 1554]
article-body: German traffic in the Baltic has been resumed. Five merchantmen arrived at Swedish harbors escorted by a large squadron.: [38, 1032, 253, 1065]
sweep-sub: DASH BY FRENCH INFANTRY.: [527, 1124, 696, 1136]
service-line: Times and Sydney Sun Services.: [296, 1259, 449, 1270]
article-body: His Excellency has sent the following reply, addressed to General Sir Douglas Haig: "New Zealand, through me, thanks you for your inspiring message, and the Dominion is proud that her sons should be associated with all the gallant troops under your command, and eagerly watches all your doings.": [1454, 464, 1679, 541]
rapid-head: A RAPID ASSAULT.: [559, 825, 665, 837]
air-sub: ACTIVITY BY ALLIES.: [86, 1108, 205, 1120]
ireland-head: IRELAND.: [316, 533, 428, 558]
dateline: Amsterdam, May 24.: [1342, 656, 1440, 667]
